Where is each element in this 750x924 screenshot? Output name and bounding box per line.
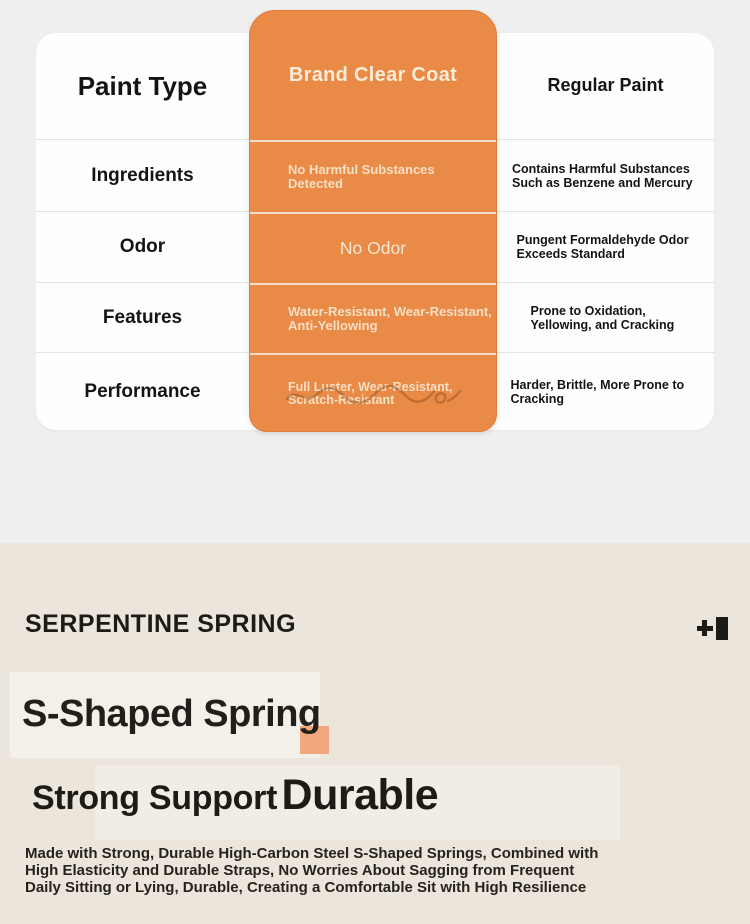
subtitle-part1: Strong Support — [32, 779, 278, 817]
row-label-odor: Odor — [119, 236, 166, 257]
row-label-ingredients: Ingredients — [91, 164, 194, 186]
brand-cell-ingredients — [250, 140, 496, 212]
body-line: Made with Strong, Durable High-Carbon Steel S-Shaped Springs, Combined with — [25, 845, 599, 862]
section-eyebrow: SERPENTINE SPRING — [25, 610, 297, 638]
watermark-scribble — [284, 379, 464, 409]
regular-cell-odor — [497, 212, 714, 282]
body-line: High Elasticity and Durable Straps, No Worries About Sagging from Frequent — [25, 861, 575, 879]
bar-icon — [716, 617, 728, 640]
brand-cell-odor — [250, 212, 496, 283]
row-label-performance: Performance — [84, 380, 201, 402]
column-header-category: Paint Type — [77, 70, 208, 101]
brand-cell-text: Water-Resistant, Wear-Resistant, Anti-Yellowing — [288, 303, 492, 333]
body-line: Daily Sitting or Lying, Durable, Creating a Comfortable Sit with High Resilience — [25, 878, 587, 896]
plus-icon-vertical — [702, 620, 707, 636]
brand-cell-text: Full Luster, Wear-Resistant, Scratch-Resistant — [288, 379, 453, 407]
regular-cell-text: Contains Harmful Substances Such as Benzene and Mercury — [512, 161, 693, 190]
column-header-regular — [497, 33, 714, 139]
row-label-features: Features — [102, 306, 183, 328]
regular-cell-text: Prone to Oxidation, Yellowing, and Cracking — [530, 303, 675, 332]
subtitle-part2: Durable — [281, 771, 439, 819]
regular-cell-performance — [497, 353, 714, 430]
regular-cell-ingredients — [497, 140, 714, 211]
brand-column-highlight — [249, 10, 497, 432]
regular-cell-text: Pungent Formaldehyde Odor Exceeds Standard — [516, 233, 689, 261]
brand-cell-performance — [250, 353, 496, 432]
section-body-text — [25, 846, 598, 896]
serpentine-spring-section — [0, 543, 750, 924]
regular-cell-features — [497, 283, 714, 352]
brand-cell-text: No Harmful Substances Detected — [288, 161, 435, 191]
brand-column-header — [250, 11, 496, 140]
regular-cell-text: Harder, Brittle, More Prone to Cracking — [510, 377, 685, 406]
column-header-regular-label: Regular Paint — [547, 75, 664, 96]
section-title: S-Shaped Spring — [22, 693, 321, 735]
brand-cell-features — [250, 283, 496, 353]
brand-cell-text: No Odor — [339, 238, 407, 258]
plus-bar-icon — [697, 617, 731, 640]
brand-column-title: Brand Clear Coat — [288, 64, 458, 86]
section-subtitle — [32, 771, 438, 820]
